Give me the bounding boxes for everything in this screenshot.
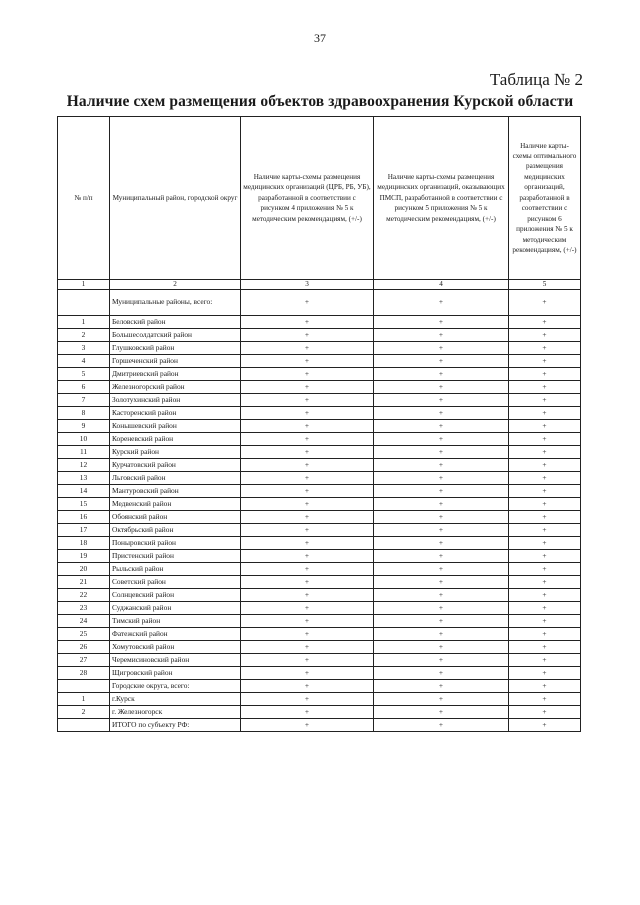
cell-value: + (509, 355, 581, 368)
cell-value: + (241, 433, 374, 446)
cell-label: Большесолдатский район (110, 329, 241, 342)
cell-value: + (509, 407, 581, 420)
table-body (58, 280, 581, 732)
cell-number: 10 (58, 433, 110, 446)
cell-value: + (509, 602, 581, 615)
cell-value: + (241, 472, 374, 485)
district-row (58, 472, 581, 485)
cell-number: 25 (58, 628, 110, 641)
district-row (58, 459, 581, 472)
cell-value: + (241, 602, 374, 615)
cell-label: Железногорский район (110, 381, 241, 394)
cell-value: + (509, 368, 581, 381)
cell-number: 3 (58, 342, 110, 355)
cell-value: + (374, 563, 509, 576)
cell-value: + (374, 615, 509, 628)
cell-label: Льговский район (110, 472, 241, 485)
district-row (58, 628, 581, 641)
healthcare-schemes-table (57, 116, 581, 732)
cell-value: + (374, 290, 509, 316)
cell-value: + (241, 381, 374, 394)
cell-value: + (509, 290, 581, 316)
district-row (58, 446, 581, 459)
cell-value: + (241, 342, 374, 355)
district-row (58, 602, 581, 615)
cell-label: г.Курск (110, 693, 241, 706)
cell-value: + (241, 355, 374, 368)
column-number: 3 (241, 280, 374, 290)
cell-label: Тимский район (110, 615, 241, 628)
cell-number (58, 719, 110, 732)
grand-total-row (58, 719, 581, 732)
cell-value: + (509, 498, 581, 511)
cell-label: Черемисиновский район (110, 654, 241, 667)
cell-value: + (241, 394, 374, 407)
cell-label: Октябрьский район (110, 524, 241, 537)
cell-value: + (509, 654, 581, 667)
cell-value: + (509, 342, 581, 355)
table-label: Таблица № 2 (489, 70, 583, 89)
cell-label: Поныровский район (110, 537, 241, 550)
cell-value: + (509, 563, 581, 576)
cell-value: + (374, 316, 509, 329)
district-row (58, 589, 581, 602)
district-row (58, 641, 581, 654)
cell-number: 19 (58, 550, 110, 563)
cell-label: ИТОГО по субъекту РФ: (110, 719, 241, 732)
cell-value: + (241, 524, 374, 537)
district-row (58, 316, 581, 329)
district-row (58, 524, 581, 537)
district-row (58, 550, 581, 563)
cell-number: 1 (58, 316, 110, 329)
cell-label: Советский район (110, 576, 241, 589)
cell-value: + (241, 667, 374, 680)
column-number: 1 (58, 280, 110, 290)
cell-value: + (374, 602, 509, 615)
cell-value: + (241, 407, 374, 420)
cell-number (58, 680, 110, 693)
district-row (58, 537, 581, 550)
cell-value: + (374, 641, 509, 654)
column-number: 2 (110, 280, 241, 290)
cell-label: Мантуровский район (110, 485, 241, 498)
city-row (58, 706, 581, 719)
cell-value: + (509, 316, 581, 329)
cell-value: + (241, 589, 374, 602)
cell-value: + (374, 472, 509, 485)
cell-label: Касторенский район (110, 407, 241, 420)
cell-number: 2 (58, 329, 110, 342)
municipal-total-row (58, 290, 581, 316)
cell-value: + (241, 537, 374, 550)
cell-number: 13 (58, 472, 110, 485)
document-title: Наличие схем размещения объектов здравоохранения Курской области (66, 93, 574, 110)
cell-value: + (374, 459, 509, 472)
cell-value: + (241, 459, 374, 472)
cell-value: + (374, 589, 509, 602)
cell-value: + (509, 537, 581, 550)
district-row (58, 394, 581, 407)
cell-value: + (374, 537, 509, 550)
cell-value: + (374, 667, 509, 680)
column-number-row (58, 280, 581, 290)
cell-value: + (509, 511, 581, 524)
header-row (58, 117, 581, 280)
cell-number: 15 (58, 498, 110, 511)
cell-value: + (509, 667, 581, 680)
cell-value: + (374, 407, 509, 420)
cell-value: + (374, 511, 509, 524)
cell-value: + (241, 654, 374, 667)
cell-value: + (509, 394, 581, 407)
cell-number: 7 (58, 394, 110, 407)
cell-number: 11 (58, 446, 110, 459)
cell-number: 22 (58, 589, 110, 602)
header-map-crb: Наличие карты-схемы размещения медицинских организаций (ЦРБ, РБ, УБ), разработанной в соответствии с рисунком 4 приложения № 5 к методическим рекомендациям, (+/-) (241, 117, 374, 280)
cell-label: Солнцевский район (110, 589, 241, 602)
cell-label: Хомутовский район (110, 641, 241, 654)
cell-value: + (374, 329, 509, 342)
cell-value: + (374, 485, 509, 498)
cell-number: 2 (58, 706, 110, 719)
cell-value: + (374, 680, 509, 693)
column-number: 5 (509, 280, 581, 290)
cell-number: 14 (58, 485, 110, 498)
cell-value: + (241, 693, 374, 706)
cell-number: 28 (58, 667, 110, 680)
cell-label: Щигровский район (110, 667, 241, 680)
cell-value: + (241, 719, 374, 732)
cell-value: + (509, 459, 581, 472)
cell-label: Муниципальные районы, всего: (110, 290, 241, 316)
cell-value: + (241, 329, 374, 342)
cell-value: + (374, 576, 509, 589)
cell-value: + (374, 498, 509, 511)
district-row (58, 329, 581, 342)
cell-number: 8 (58, 407, 110, 420)
city-total-row (58, 680, 581, 693)
cell-value: + (374, 446, 509, 459)
cell-value: + (241, 576, 374, 589)
cell-label: Беловский район (110, 316, 241, 329)
cell-value: + (509, 693, 581, 706)
cell-number: 16 (58, 511, 110, 524)
cell-value: + (241, 680, 374, 693)
cell-value: + (241, 550, 374, 563)
district-row (58, 576, 581, 589)
cell-value: + (509, 524, 581, 537)
cell-number: 17 (58, 524, 110, 537)
cell-value: + (509, 706, 581, 719)
cell-value: + (241, 706, 374, 719)
header-map-optimal: Наличие карты-схемы оптимального размещения медицинских организаций, разработанной в соответствии с рисунком 6 приложения № 5 к методическим рекомендациям, (+/-) (509, 117, 581, 280)
cell-value: + (509, 329, 581, 342)
cell-number: 6 (58, 381, 110, 394)
district-row (58, 511, 581, 524)
cell-label: Глушковский район (110, 342, 241, 355)
cell-label: Пристенский район (110, 550, 241, 563)
cell-number: 27 (58, 654, 110, 667)
cell-number: 12 (58, 459, 110, 472)
cell-value: + (374, 420, 509, 433)
cell-number: 24 (58, 615, 110, 628)
cell-number: 26 (58, 641, 110, 654)
cell-label: Дмитриевский район (110, 368, 241, 381)
cell-number: 5 (58, 368, 110, 381)
district-row (58, 498, 581, 511)
cell-value: + (241, 563, 374, 576)
page-number: 37 (314, 31, 326, 45)
cell-value: + (509, 485, 581, 498)
cell-value: + (374, 693, 509, 706)
cell-number: 18 (58, 537, 110, 550)
cell-value: + (509, 381, 581, 394)
cell-value: + (509, 576, 581, 589)
cell-value: + (509, 472, 581, 485)
cell-value: + (374, 719, 509, 732)
cell-label: Рыльский район (110, 563, 241, 576)
cell-value: + (374, 368, 509, 381)
district-row (58, 433, 581, 446)
district-row (58, 563, 581, 576)
cell-label: Фатежский район (110, 628, 241, 641)
cell-value: + (374, 706, 509, 719)
cell-value: + (241, 420, 374, 433)
city-row (58, 693, 581, 706)
cell-value: + (374, 433, 509, 446)
cell-number: 20 (58, 563, 110, 576)
cell-value: + (509, 420, 581, 433)
district-row (58, 355, 581, 368)
cell-value: + (509, 433, 581, 446)
cell-value: + (241, 641, 374, 654)
cell-value: + (509, 641, 581, 654)
cell-number: 9 (58, 420, 110, 433)
cell-value: + (374, 628, 509, 641)
district-row (58, 368, 581, 381)
cell-value: + (509, 446, 581, 459)
cell-label: Курский район (110, 446, 241, 459)
cell-value: + (241, 498, 374, 511)
cell-label: Кореневский район (110, 433, 241, 446)
cell-label: Горшеченский район (110, 355, 241, 368)
cell-label: г. Железногорск (110, 706, 241, 719)
cell-value: + (241, 628, 374, 641)
cell-value: + (241, 485, 374, 498)
cell-number: 4 (58, 355, 110, 368)
cell-value: + (374, 355, 509, 368)
cell-value: + (241, 446, 374, 459)
district-row (58, 342, 581, 355)
cell-value: + (509, 550, 581, 563)
column-number: 4 (374, 280, 509, 290)
district-row (58, 420, 581, 433)
cell-value: + (241, 316, 374, 329)
district-row (58, 381, 581, 394)
cell-label: Медвенский район (110, 498, 241, 511)
cell-number (58, 290, 110, 316)
district-row (58, 407, 581, 420)
cell-value: + (241, 615, 374, 628)
cell-label: Обоянский район (110, 511, 241, 524)
cell-value: + (374, 524, 509, 537)
cell-value: + (241, 368, 374, 381)
district-row (58, 667, 581, 680)
cell-number: 21 (58, 576, 110, 589)
cell-label: Суджанский район (110, 602, 241, 615)
cell-value: + (509, 615, 581, 628)
cell-value: + (509, 719, 581, 732)
district-row (58, 654, 581, 667)
cell-number: 1 (58, 693, 110, 706)
cell-value: + (241, 511, 374, 524)
cell-value: + (509, 628, 581, 641)
cell-value: + (374, 394, 509, 407)
cell-value: + (509, 589, 581, 602)
district-row (58, 615, 581, 628)
cell-label: Золотухинский район (110, 394, 241, 407)
cell-value: + (374, 654, 509, 667)
header-number: № п/п (58, 117, 110, 280)
district-row (58, 485, 581, 498)
cell-value: + (509, 680, 581, 693)
header-map-pmsp: Наличие карты-схемы размещения медицинских организаций, оказывающих ПМСП, разработанной в соответствии с рисунком 5 приложения № 5 к методическим рекомендациям, (+/-) (374, 117, 509, 280)
cell-label: Курчатовский район (110, 459, 241, 472)
cell-label: Городские округа, всего: (110, 680, 241, 693)
header-district: Муниципальный район, городской округ (110, 117, 241, 280)
cell-value: + (241, 290, 374, 316)
cell-value: + (374, 342, 509, 355)
cell-value: + (374, 550, 509, 563)
cell-value: + (374, 381, 509, 394)
cell-label: Конышевский район (110, 420, 241, 433)
cell-number: 23 (58, 602, 110, 615)
